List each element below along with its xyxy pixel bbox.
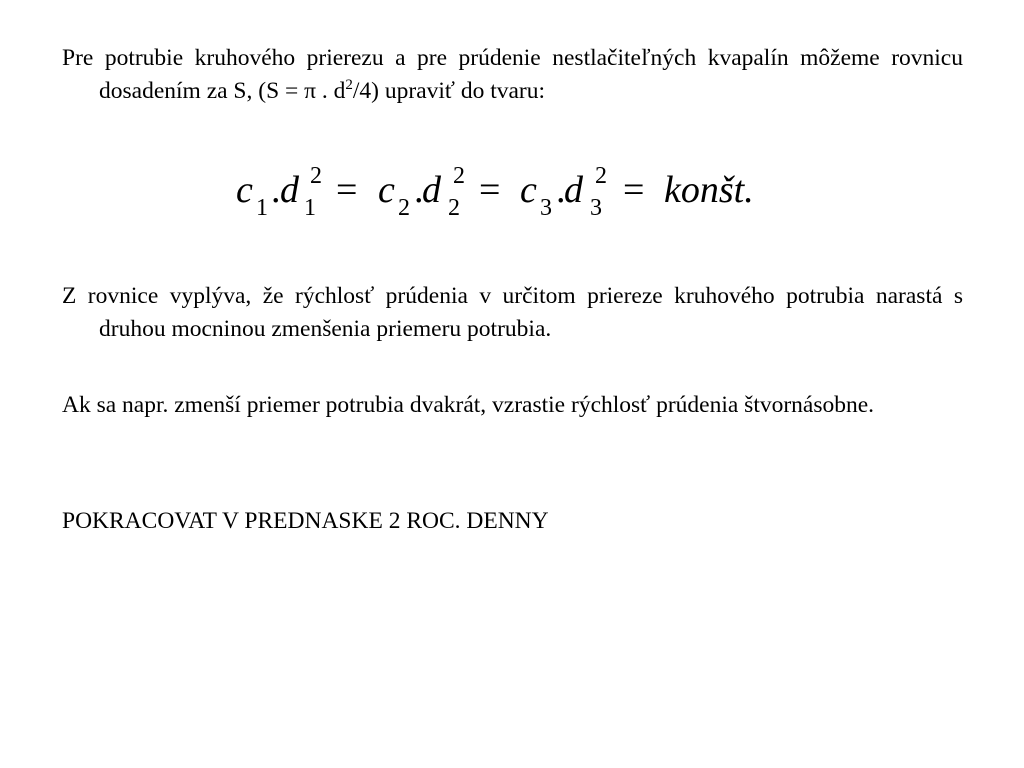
intro-exponent: 2 [345, 77, 353, 94]
eq-c2: c [378, 169, 395, 211]
eq-equals-2: = [479, 169, 501, 211]
eq-c3-sub: 3 [540, 195, 552, 221]
eq-d2: d [422, 169, 441, 211]
eq-dot3: . [556, 169, 566, 211]
eq-d1-sub: 1 [304, 195, 316, 221]
eq-dot1: . [271, 169, 281, 211]
intro-paragraph [62, 42, 963, 108]
continuation-note: POKRACOVAT V PREDNASKE 2 ROC. DENNY [62, 508, 549, 534]
eq-dot2: . [414, 169, 424, 211]
eq-c1-sub: 1 [256, 195, 268, 221]
eq-c2-sub: 2 [398, 195, 410, 221]
eq-d1: d [280, 169, 299, 211]
eq-c1: c [236, 169, 253, 211]
eq-equals-1: = [336, 169, 358, 211]
eq-d2-sub: 2 [448, 195, 460, 221]
eq-c3: c [520, 169, 537, 211]
intro-text: Pre potrubie kruhového prierezu a pre prúdenie nestlačiteľných kvapalín môžeme rovnicu dosadením za S, (S = π . d [62, 45, 963, 104]
conclusion-paragraph: Z rovnice vyplýva, že rýchlosť prúdenia v určitom priereze kruhového potrubia narastá s druhou mocninou zmenšenia priemeru potrubia. [62, 283, 963, 342]
eq-constant: konšt. [664, 169, 754, 211]
eq-equals-3: = [623, 169, 645, 211]
eq-d3: d [564, 169, 583, 211]
eq-d1-sup: 2 [310, 163, 322, 189]
continuity-equation [232, 150, 792, 230]
eq-d3-sup: 2 [595, 163, 607, 189]
eq-d3-sub: 3 [590, 195, 602, 221]
intro-text-end: /4) upraviť do tvaru: [352, 78, 546, 104]
example-paragraph: Ak sa napr. zmenší priemer potrubia dvakrát, vzrastie rýchlosť prúdenia štvornásobne. [62, 392, 875, 418]
eq-d2-sup: 2 [453, 163, 465, 189]
